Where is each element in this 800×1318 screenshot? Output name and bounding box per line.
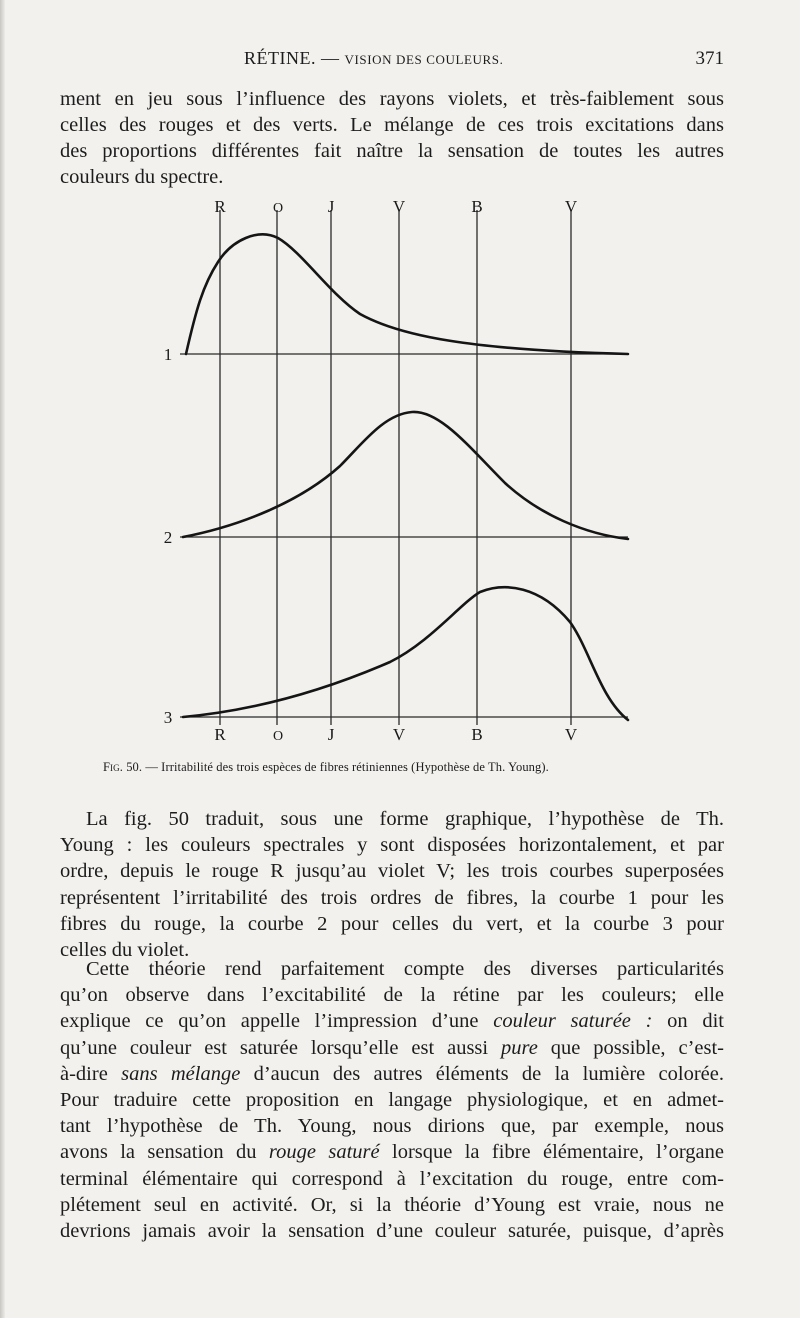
text-line: tant l’hypothèse de Th. Young, nous dirions que, par exemple, nous	[60, 1115, 724, 1138]
top-label-r: R	[214, 197, 226, 216]
curve-3-violet	[183, 587, 628, 720]
top-label-violet: V	[564, 197, 578, 216]
curve-label-2: 2	[163, 528, 173, 547]
italic-term: couleur saturée :	[493, 1010, 653, 1033]
caption-text: — Irritabilité des trois espèces de fibres rétiniennes (Hypothèse de Th. Young).	[145, 760, 549, 774]
curve-label-1: 1	[163, 345, 173, 364]
text-line: à-dire sans mélange d’aucun des autres éléments de la lumière colorée.	[60, 1062, 725, 1085]
paragraph-3	[60, 956, 724, 1244]
bottom-label-r: R	[214, 725, 226, 744]
paragraph-2	[60, 806, 724, 963]
text-line: qu’on observe dans l’excitabilité de la rétine par les couleurs; elle	[60, 984, 724, 1007]
page-number: 371	[695, 48, 724, 69]
italic-term: rouge saturé	[268, 1141, 380, 1164]
paragraph-top	[60, 86, 724, 190]
curve-1-red	[186, 234, 628, 354]
figure-caption	[103, 760, 549, 775]
text-line: ordre, depuis le rouge R jusqu’au violet V; les trois courbes superposées	[60, 860, 724, 883]
text-line: fibres du rouge, la courbe 2 pour celles du vert, et la courbe 3 pour	[60, 912, 724, 935]
text-line: explique ce qu’on appelle l’impression d’une couleur saturée : on dit	[60, 1010, 724, 1033]
text-line: La fig. 50 traduit, sous une forme graphique, l’hypothèse de Th.	[86, 808, 724, 830]
text-line: plétement seul en activité. Or, si la théorie d’Young est vraie, nous ne	[60, 1193, 724, 1216]
text-line: Pour traduire cette proposition en langage physiologique, et en admet-	[60, 1089, 724, 1112]
curve-label-3: 3	[163, 708, 173, 727]
top-label-o: O	[272, 201, 284, 216]
text-line: Cette théorie rend parfaitement compte des diverses particularités	[86, 958, 724, 980]
text-line: celles des rouges et des verts. Le mélange de ces trois excitations dans	[60, 114, 724, 136]
text-line: ment en jeu sous l’influence des rayons violets, et très-faiblement sous	[60, 88, 724, 110]
text-line: des proportions différentes fait naître la sensation de toutes les autres	[60, 140, 724, 162]
top-label-j: J	[327, 197, 335, 216]
curve-2-green	[183, 412, 628, 539]
text-line: devrions jamais avoir la sensation d’une couleur saturée, puisque, d’après	[60, 1220, 724, 1243]
bottom-label-b: B	[471, 725, 483, 744]
italic-term: sans mélange	[121, 1062, 241, 1085]
running-title: RÉTINE. — VISION DES COULEURS.	[244, 48, 504, 68]
top-label-b: B	[471, 197, 483, 216]
text-line: avons la sensation du rouge saturé lorsque la fibre élémentaire, l’organe	[60, 1141, 724, 1164]
bottom-label-violet: V	[564, 725, 578, 744]
bottom-label-v: V	[392, 725, 406, 744]
running-subtitle: VISION DES COULEURS.	[344, 52, 504, 67]
caption-label: Fig. 50.	[103, 760, 143, 774]
bottom-label-o: O	[272, 729, 284, 744]
running-header	[60, 48, 724, 74]
text-line: terminal élémentaire qui correspond à l’excitation du rouge, entre com-	[60, 1167, 724, 1190]
bottom-label-j: J	[327, 725, 335, 744]
top-label-v: V	[392, 197, 406, 216]
text-line: représentent l’irritabilité des trois ordres de fibres, la courbe 1 pour les	[60, 886, 724, 909]
text-line: couleurs du spectre.	[60, 166, 224, 188]
figure-50-diagram	[0, 190, 800, 750]
text-line: Young : les couleurs spectrales y sont disposées horizontalement, et par	[60, 834, 724, 857]
text-line: qu’une couleur est saturée lorsqu’elle est aussi pure que possible, c’est-	[60, 1036, 724, 1059]
italic-term: pure	[501, 1036, 538, 1059]
text-line: celles du violet.	[60, 939, 190, 962]
